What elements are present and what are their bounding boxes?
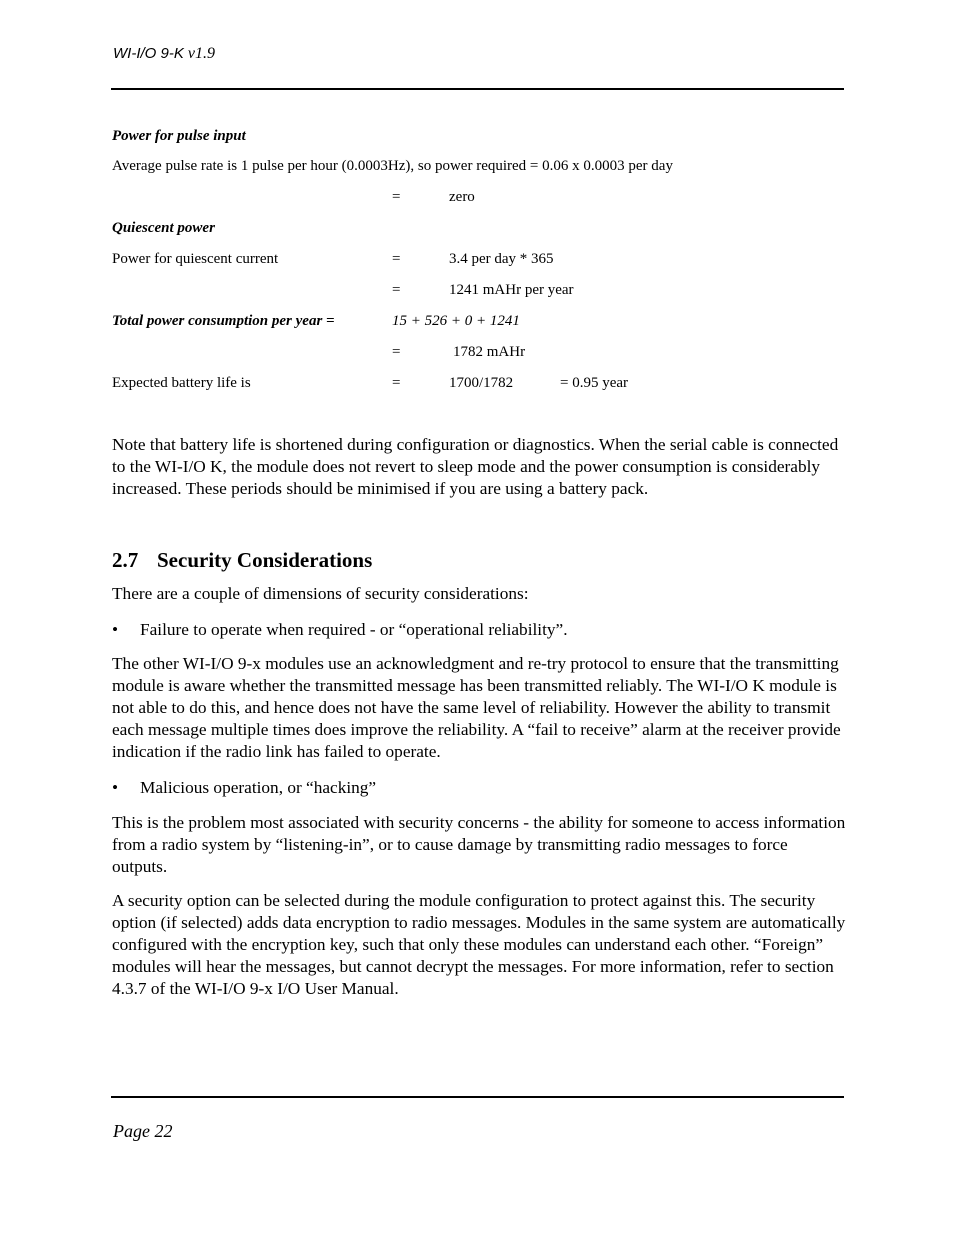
quiescent-label: Power for quiescent current <box>112 251 279 267</box>
bullet-icon: • <box>112 778 119 797</box>
section-intro-text: There are a couple of dimensions of security considerations: <box>112 584 529 603</box>
header-doc-name: WI-I/O 9-K <box>113 45 184 62</box>
battery-result: = 0.95 year <box>560 375 629 391</box>
security-option-text: A security option can be selected during the module configuration to protect against this. The security option (if selected) adds data encryption to radio messages. Modules in the same system are automatically configured with the encryption key, such that only these modules can understand each other. “Foreign” modules will hear the messages, but cannot decrypt the messages. For more information, refer to section 4.3.7 of the WI-I/O 9-x I/O User Manual. <box>112 891 846 998</box>
header-version: v1.9 <box>187 45 215 62</box>
reliability-paragraph <box>112 653 847 763</box>
section-intro <box>112 583 847 605</box>
page-header <box>113 45 215 63</box>
quiescent-value: 3.4 per day * 365 <box>449 251 554 267</box>
pulse-line: Average pulse rate is 1 pulse per hour (0.0003Hz), so power required = 0.06 x 0.0003 per day <box>112 158 673 174</box>
pulse-heading: Power for pulse input <box>112 128 246 144</box>
bullet-item-reliability <box>112 619 568 641</box>
header-rule <box>111 88 844 90</box>
hacking-text: This is the problem most associated with security concerns - the ability for someone to access information from a radio system by “listening-in”, or to cause damage by transmitting radio messages to force outputs. <box>112 813 846 876</box>
hacking-paragraph <box>112 812 847 878</box>
battery-label: Expected battery life is <box>112 375 251 391</box>
footer-rule <box>111 1096 844 1098</box>
page-number: Page 22 <box>113 1121 173 1141</box>
quiescent-result: 1241 mAHr per year <box>449 282 574 298</box>
section-title: Security Considerations <box>157 548 373 572</box>
total-expression: 15 + 526 + 0 + 1241 <box>392 313 520 329</box>
pulse-result: zero <box>449 189 475 205</box>
total-result: 1782 mAHr <box>453 344 526 360</box>
battery-equals: = <box>392 375 401 391</box>
reliability-text: The other WI-I/O 9-x modules use an acknowledgment and re-try protocol to ensure that the transmitting module is aware whether the transmitted message has been transmitted reliably. The WI-I/O K module is not able to do this, and hence does not have the same level of reliability. However the ability to transmit each message multiple times does improve the reliability. A “fail to receive” alarm at the receiver provide indication if the radio link has failed to operate. <box>112 654 841 761</box>
total-label: Total power consumption per year = <box>112 313 335 329</box>
quiescent-equals: = <box>392 251 401 267</box>
bullet-icon: • <box>112 620 119 639</box>
total-equals: = <box>392 344 401 360</box>
bullet-text-reliability: Failure to operate when required - or “operational reliability”. <box>140 620 568 639</box>
bullet-item-hacking <box>112 777 376 799</box>
bullet-text-hacking: Malicious operation, or “hacking” <box>140 778 377 797</box>
battery-note-paragraph <box>112 434 847 500</box>
quiescent-heading: Quiescent power <box>112 220 215 236</box>
quiescent-equals-2: = <box>392 282 401 298</box>
security-option-paragraph <box>112 890 847 1000</box>
pulse-equals: = <box>392 189 401 205</box>
section-heading <box>112 548 372 573</box>
battery-expression: 1700/1782 <box>449 375 514 391</box>
battery-note-text: Note that battery life is shortened during configuration or diagnostics. When the serial cable is connected to the WI-I/O K, the module does not revert to sleep mode and the power consumption is considerably increased. These periods should be minimised if you are using a battery pack. <box>112 435 839 498</box>
section-number: 2.7 <box>112 548 139 572</box>
